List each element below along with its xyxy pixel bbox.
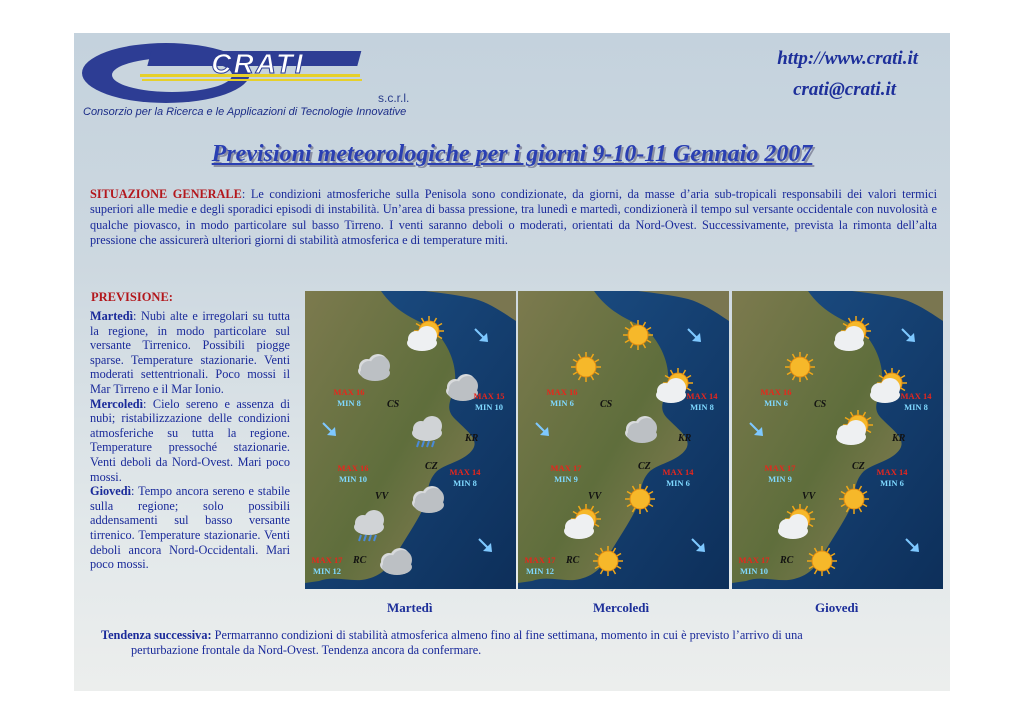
city-label-vv: VV	[375, 491, 389, 502]
city-label-cs: CS	[814, 399, 827, 410]
tendenza-successiva	[101, 628, 921, 658]
city-label-cz: CZ	[852, 461, 865, 472]
temp-max: MAX 14	[900, 391, 932, 401]
page	[74, 33, 950, 691]
temp-min: MIN 9	[554, 474, 578, 484]
tendenza-label: Tendenza successiva:	[101, 628, 212, 642]
temp-max: MAX 16	[333, 387, 365, 397]
temp-min: MIN 9	[768, 474, 792, 484]
svg-text:CRATI: CRATI	[211, 48, 305, 79]
map-label-martedi: Martedì	[387, 600, 433, 615]
temp-min: MIN 12	[312, 566, 342, 576]
city-label-rc: RC	[780, 555, 794, 566]
city-label-cz: CZ	[425, 461, 438, 472]
city-label-vv: VV	[588, 491, 602, 502]
tendenza-line1: Permarranno condizioni di stabilità atmosferica almeno fino al fine settimana, momento in cui è previsto l’arrivo di una	[211, 628, 803, 642]
city-label-cs: CS	[387, 399, 400, 410]
map-label-mercoledi: Mercoledì	[593, 600, 650, 615]
city-label-cs: CS	[600, 399, 613, 410]
temp-max: MAX 17	[524, 555, 556, 565]
map-label-giovedi: Giovedì	[815, 600, 859, 615]
temp-min: MIN 10	[474, 402, 504, 412]
temp-min: MIN 6	[880, 478, 904, 488]
temp-max: MAX 17	[764, 463, 796, 473]
previsione-text	[90, 309, 290, 572]
company-tagline: Consorzio per la Ricerca e le Applicazioni di Tecnologie Innovative	[83, 106, 407, 118]
city-label-rc: RC	[566, 555, 580, 566]
temp-min: MIN 12	[525, 566, 555, 576]
temp-min: MIN 8	[690, 402, 714, 412]
temp-max: MAX 14	[449, 467, 481, 477]
temp-min: MIN 10	[338, 474, 368, 484]
day-name: Martedì	[90, 309, 134, 323]
day-text: : Nubi alte e irregolari su tutta la regione, in modo particolare sul versante Tirrenico. Possibili piogge sparse. Temperature stazionarie. Venti moderati settentrionali. Poco mossi il Mar Tirreno e il Mar Ionio.	[90, 309, 290, 396]
forecast-mercoledi	[90, 397, 290, 485]
forecast-martedi	[90, 309, 290, 397]
temp-max: MAX 15	[473, 391, 505, 401]
website-link[interactable]: http://www.crati.it	[777, 48, 918, 69]
city-label-cz: CZ	[638, 461, 651, 472]
temp-max: MAX 14	[686, 391, 718, 401]
temp-min: MIN 10	[739, 566, 769, 576]
temp-max: MAX 14	[876, 467, 908, 477]
tendenza-line2: perturbazione frontale da Nord-Ovest. Tendenza ancora da confermare.	[131, 643, 482, 657]
map-mercoledi	[518, 291, 729, 589]
previsione-heading: PREVISIONE:	[91, 290, 173, 304]
temp-max: MAX 17	[738, 555, 770, 565]
company-suffix: s.c.r.l.	[378, 91, 410, 105]
temp-min: MIN 6	[550, 398, 574, 408]
forecast-giovedi	[90, 484, 290, 572]
temp-min: MIN 8	[337, 398, 361, 408]
temp-max: MAX 16	[546, 387, 578, 397]
situazione-text: : Le condizioni atmosferiche sulla Penisola sono condizionate, da giorni, da masse d’aria sub-tropicali responsabili dei valori termici superiori alle medie e degli sporadici episodi di instabilità. Un’area di bassa pressione, tra lunedì e martedì, condizionerà il tempo sul versante occidentale con nuvolosità e qualche piovasco, in modo particolare sul basso Tirreno. I venti saranno deboli o moderati, orientati da Nord-Ovest. Successivamente, prevista la rimonta dell’alta pressione che assicurerà ulteriori giorni di stabilità atmosferica e di temperature miti.	[90, 187, 938, 247]
temp-min: MIN 8	[453, 478, 477, 488]
day-text: : Tempo ancora sereno e stabile sulla regione; solo possibili addensamenti sul basso versante tirrenico. Temperature stazionarie. Venti deboli ancora Nord-Occidentali. Mari poco mossi.	[90, 484, 290, 572]
temp-min: MIN 6	[666, 478, 690, 488]
map-giovedi	[732, 291, 943, 589]
city-label-kr: KR	[892, 433, 906, 444]
day-name: Giovedì	[90, 484, 131, 499]
page-title: Previsioni meteorologiche per i giorni 9-10-11 Gennaio 2007	[211, 141, 813, 167]
temp-max: MAX 16	[760, 387, 792, 397]
city-label-rc: RC	[353, 555, 367, 566]
temp-max: MAX 17	[311, 555, 343, 565]
temp-min: MIN 6	[764, 398, 788, 408]
situazione-label: SITUAZIONE GENERALE	[90, 187, 242, 201]
situazione-generale	[90, 187, 937, 248]
temp-min: MIN 8	[904, 402, 928, 412]
day-text: : Cielo sereno e assenza di nubi; ristabilizzazione delle condizioni atmosferiche su tutta la regione. Temperature pressoché stazionarie. Venti deboli da Nord-Ovest. Mari poco mossi.	[90, 396, 290, 484]
city-label-kr: KR	[678, 433, 692, 444]
temp-max: MAX 14	[662, 467, 694, 477]
temp-max: MAX 17	[550, 463, 582, 473]
temp-max: MAX 16	[337, 463, 369, 473]
map-martedi	[305, 291, 516, 589]
email-link[interactable]: crati@crati.it	[793, 79, 896, 100]
crati-logo	[80, 41, 370, 105]
day-name: Mercoledì	[90, 396, 144, 411]
city-label-vv: VV	[802, 491, 816, 502]
city-label-kr: KR	[465, 433, 479, 444]
